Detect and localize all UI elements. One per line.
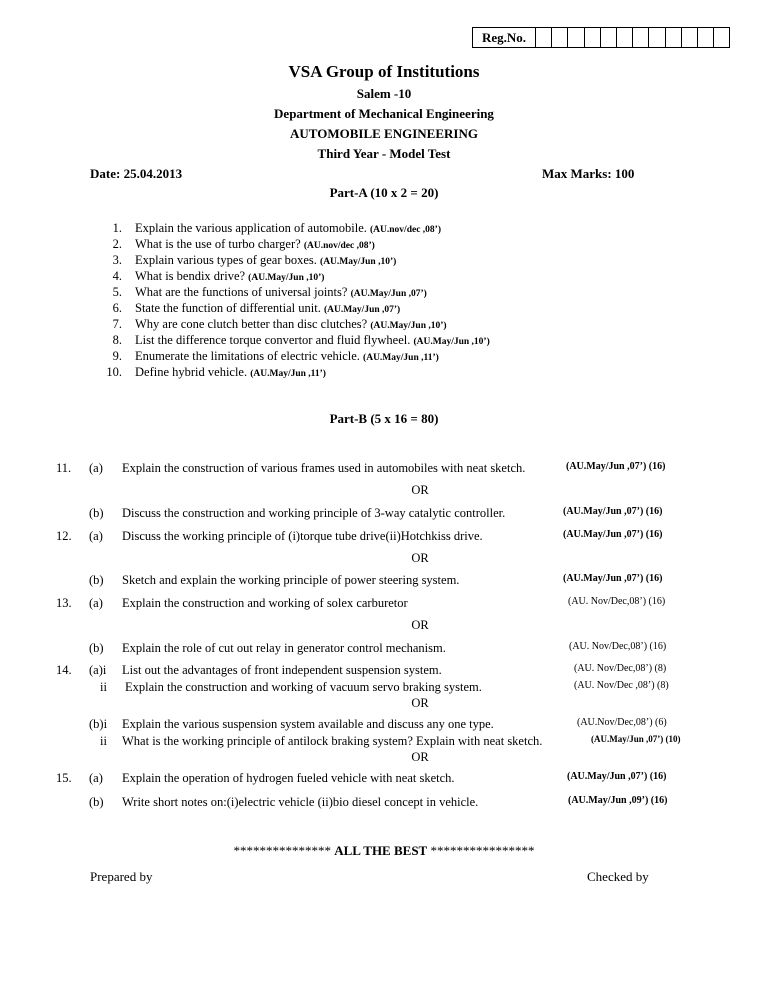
subject-line: AUTOMOBILE ENGINEERING <box>290 126 478 141</box>
reg-no-cell <box>633 28 649 47</box>
reg-no-cell <box>585 28 601 47</box>
or-divider: OR <box>411 551 429 565</box>
stars-right: **************** <box>430 843 535 858</box>
department-line: Department of Mechanical Engineering <box>274 106 494 121</box>
exam-line: Third Year - Model Test <box>317 146 451 161</box>
reg-no-cell <box>666 28 682 47</box>
reg-no-label: Reg.No. <box>473 28 536 47</box>
reg-no-cell <box>568 28 584 47</box>
institution-title: VSA Group of Institutions <box>288 62 480 81</box>
part-b-title: Part-B (5 x 16 = 80) <box>329 411 439 426</box>
reg-no-cell <box>617 28 633 47</box>
stars-left: *************** <box>233 843 331 858</box>
reg-no-cell <box>536 28 552 47</box>
or-divider: OR <box>411 483 429 497</box>
prepared-by: Prepared by <box>90 869 153 884</box>
all-the-best: ALL THE BEST <box>334 843 428 858</box>
or-divider: OR <box>411 696 429 710</box>
reg-no-cell <box>601 28 617 47</box>
exam-date: Date: 25.04.2013 <box>90 166 183 181</box>
part-a-title: Part-A (10 x 2 = 20) <box>329 185 439 200</box>
closing-line <box>0 843 768 859</box>
reg-no-box <box>472 27 730 48</box>
reg-no-cell <box>698 28 714 47</box>
reg-no-cell <box>682 28 698 47</box>
or-divider: OR <box>411 618 429 632</box>
max-marks: Max Marks: 100 <box>542 166 635 181</box>
or-divider: OR <box>411 750 429 764</box>
reg-no-cell <box>552 28 568 47</box>
checked-by: Checked by <box>587 869 649 884</box>
reg-no-cell <box>714 28 729 47</box>
reg-no-cell <box>649 28 665 47</box>
city-line: Salem -10 <box>356 86 412 101</box>
